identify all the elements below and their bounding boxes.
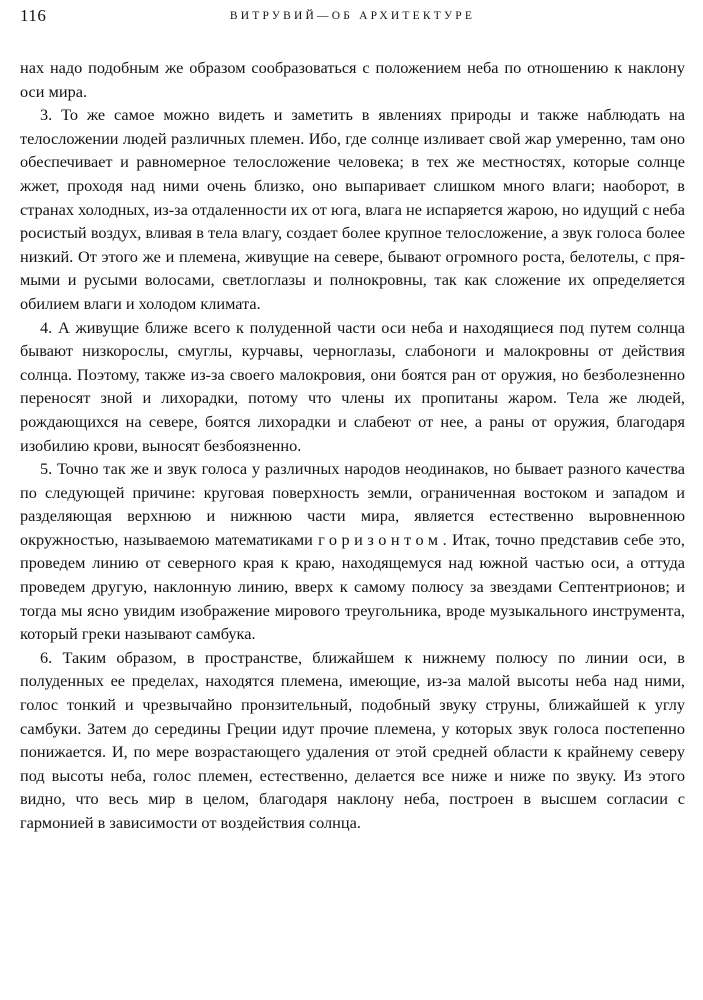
paragraph-5 — [20, 457, 685, 646]
running-title: ВИТРУВИЙ—ОБ АРХИТЕКТУРЕ — [229, 10, 476, 22]
page-header — [20, 6, 685, 32]
spaced-term-horizon: горизонтом — [318, 529, 443, 549]
paragraph-5-end: . Итак, точно представив себе это, проведем линию от северного края к краю, находящемуся над южной частью оси, а оттуда проведем другую, наклонную линию, вверх к самому полюсу за звездами Септентрионов; и тогда мы ясно увидим изображение мирового треугольника, вроде музыкального инструмента, который греки называют самбука. — [20, 529, 685, 644]
body-text — [20, 56, 685, 835]
paragraph-continuation: нах надо подобным же образом сообразоваться с положением неба по отношению к наклону оси мира. — [20, 58, 685, 101]
book-page — [20, 6, 685, 835]
paragraph-5-start: 5. Точно так же и звук голоса у различных народов неодинаков, но бывает разного качества по следующей причине: круговая поверхность земли, ограниченная востоком и западом и разделяющая верхнюю и нижнюю части мира, является естественно выровненною окружностью, называемою математиками — [20, 459, 685, 549]
paragraph-4: 4. А живущие ближе всего к полуденной части оси неба и находящиеся под путем солнца бывают низкорослы, смуглы, курчавы, черноглазы, слабоноги и малокровны от действия солнца. Поэтому, также из-за своего малокровия, они боятся ран от оружия, но безболезненно переносят зной и лихорадки, потому что члены их пропитаны жаром. Тела же людей, рождающихся на севере, боятся лихорадки и слабеют от нее, а раны от оружия, благодаря изобилию крови, выносят безбоязненно. — [20, 317, 685, 455]
page-number: 116 — [20, 6, 47, 25]
paragraph-6: 6. Таким образом, в пространстве, ближайшем к нижнему полюсу по линии оси, в полуденных ее пределах, находятся племена, имеющие, из-за малой высоты неба над ними, голос тонкий и чрезвычайно пронзительный, подобный звуку струны, ближайшей к углу самбуки. Затем до середины Греции идут прочие племена, у которых звук голоса постепенно понижается. И, по мере возрастающего удаления от этой средней области к крайнему северу под высоты неба, голос племен, естественно, делается все ниже и ниже по звуку. Из этого видно, что весь мир в целом, благодаря наклону неба, построен в высшем согласии с гармонией в зависимости от воздействия солнца. — [20, 647, 685, 832]
paragraph-3: 3. То же самое можно видеть и заметить в явлениях природы и также наблюдать на телосложении людей различных племен. Ибо, где солнце изливает свой жар умеренно, там оно обеспечивает и равномерное телосложение человека; в тех же местностях, которые солнце жжет, проходя над ними очень близко, оно выпаривает слишком много влаги; наоборот, в странах холодных, из-за отдаленности их от юга, влага не испаряется жарою, но идущий с неба росистый воздух, вливая в тела влагу, создает более крупное телосложение, а звук голоса более низкий. От этого же и племена, живущие на севере, бывают огромного роста, белотелы, с прямыми и русыми волосами, светлоглазы и полнокровны, так как сложение их определяется обилием влаги и холодом климата. — [20, 105, 685, 313]
